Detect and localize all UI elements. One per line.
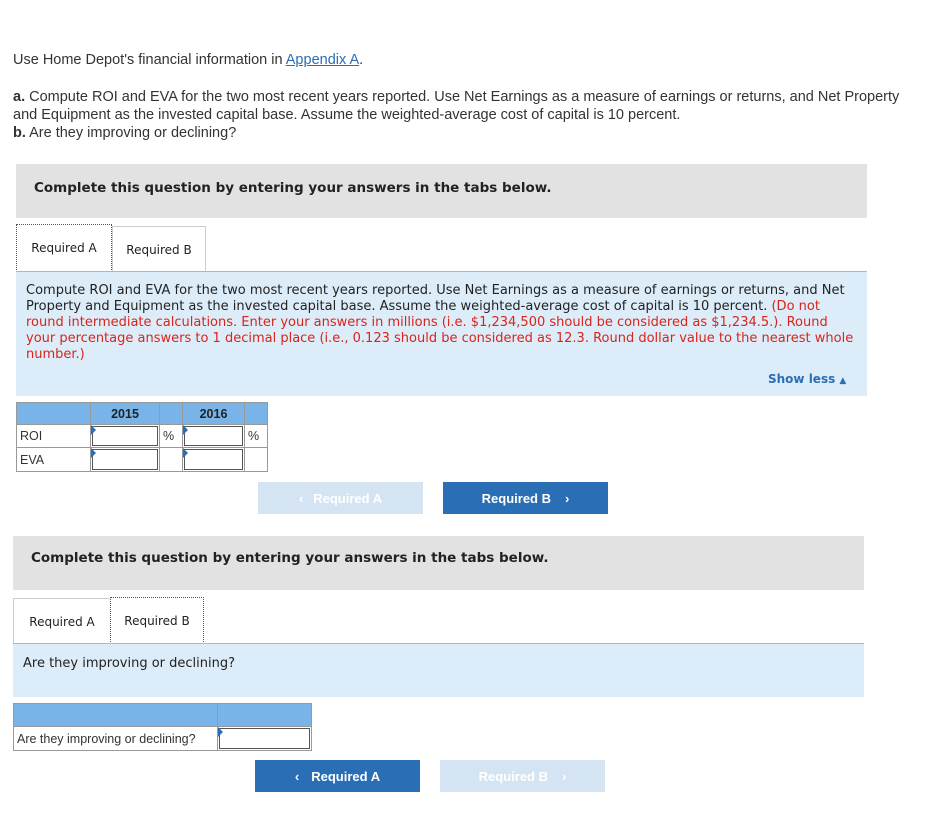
s2-next-label: Required B [478, 768, 548, 784]
s1-tab-required-b-label: Required B [126, 242, 192, 257]
s2-tab-required-a-label: Required A [29, 614, 95, 629]
roi-2016-input[interactable] [183, 425, 245, 448]
s2-header-blank [14, 704, 218, 727]
s1-header-blank [17, 403, 91, 425]
part-b-label: b. [13, 125, 26, 141]
question-text [13, 88, 918, 142]
s2-tab-required-b-label: Required B [124, 613, 190, 628]
s1-prev-button[interactable] [258, 482, 423, 514]
s2-row-label: Are they improving or declining? [14, 727, 218, 751]
s2-instruction-panel [13, 644, 864, 697]
part-a-text: Compute ROI and EVA for the two most recent years reported. Use Net Earnings as a measure of earnings or returns, and Net Property and Equipment as the invested capital base. Assume the weighted-average cost of capital is 10 percent. [13, 89, 900, 123]
s1-answer-table [16, 402, 268, 472]
show-less-label: Show less [768, 372, 836, 386]
s1-tab-required-a-label: Required A [31, 241, 97, 255]
eva-2016-unit [245, 448, 268, 472]
part-b-text: Are they improving or declining? [25, 125, 237, 141]
s1-prev-label: Required A [313, 490, 383, 506]
input-marker-icon [91, 448, 96, 458]
roi-2015-input[interactable] [91, 425, 160, 448]
intro-tail: . [359, 52, 364, 68]
roi-2016-unit: % [245, 425, 268, 448]
input-marker-icon [218, 727, 223, 737]
roi-2015-unit: % [160, 425, 183, 448]
s1-header-unit1 [160, 403, 183, 425]
eva-2016-input[interactable] [183, 448, 245, 472]
s1-header-2016: 2016 [183, 403, 245, 425]
section1-banner-text: Complete this question by entering your answers in the tabs below. [34, 180, 552, 196]
chevron-right-icon: › [562, 768, 567, 784]
s1-next-label: Required B [481, 490, 551, 506]
appendix-a-link[interactable]: Appendix A [285, 52, 360, 68]
section1-banner [16, 164, 867, 218]
s1-tab-required-a[interactable] [16, 224, 112, 272]
input-marker-icon [91, 425, 96, 435]
eva-2015-input[interactable] [91, 448, 160, 472]
triangle-up-icon: ▲ [839, 376, 847, 386]
intro-line [13, 52, 363, 68]
s1-header-unit2 [245, 403, 268, 425]
chevron-left-icon: ‹ [294, 768, 300, 784]
s2-header-answer [218, 704, 312, 727]
s2-next-button[interactable] [440, 760, 605, 792]
table-row [17, 448, 268, 472]
s1-instruction-note: (Do not round intermediate calculations. Enter your answers in millions (i.e. $1,234,500 should be considered as $1,234.5.). Round your percentage answers to 1 decimal place (i.e., 0.123 should be considered as 12.3. Round dollar value to the nearest whole number.) [26, 299, 854, 362]
s2-tab-required-b[interactable] [110, 597, 204, 644]
input-marker-icon [183, 448, 188, 458]
s1-instruction-panel [16, 272, 867, 396]
chevron-left-icon: ‹ [298, 490, 304, 506]
s1-tab-required-b[interactable] [112, 226, 206, 272]
s2-prev-label: Required A [311, 768, 381, 784]
chevron-right-icon: › [565, 490, 570, 506]
s1-next-button[interactable] [443, 482, 608, 514]
eva-2015-unit [160, 448, 183, 472]
s1-header-2015: 2015 [91, 403, 160, 425]
intro-text: Use Home Depot's financial information in [13, 52, 286, 68]
s2-instruction: Are they improving or declining? [23, 656, 236, 671]
show-less-link[interactable] [768, 372, 846, 386]
section2-banner-text: Complete this question by entering your answers in the tabs below. [31, 550, 549, 566]
row-label-roi: ROI [17, 425, 91, 448]
s1-instruction: Compute ROI and EVA for the two most recent years reported. Use Net Earnings as a measure of earnings or returns, and Net Property and Equipment as the invested capital base. Assume the weighted-average cost of capital is 10 percent. [26, 283, 845, 314]
s2-answer-table [13, 703, 312, 751]
s2-prev-button[interactable] [255, 760, 420, 792]
improving-declining-input[interactable] [218, 727, 312, 751]
table-row [14, 727, 312, 751]
s2-tab-required-a[interactable] [13, 598, 111, 644]
input-marker-icon [183, 425, 188, 435]
row-label-eva: EVA [17, 448, 91, 472]
section2-banner [13, 536, 864, 590]
part-a-label: a. [13, 89, 26, 105]
table-row [17, 425, 268, 448]
